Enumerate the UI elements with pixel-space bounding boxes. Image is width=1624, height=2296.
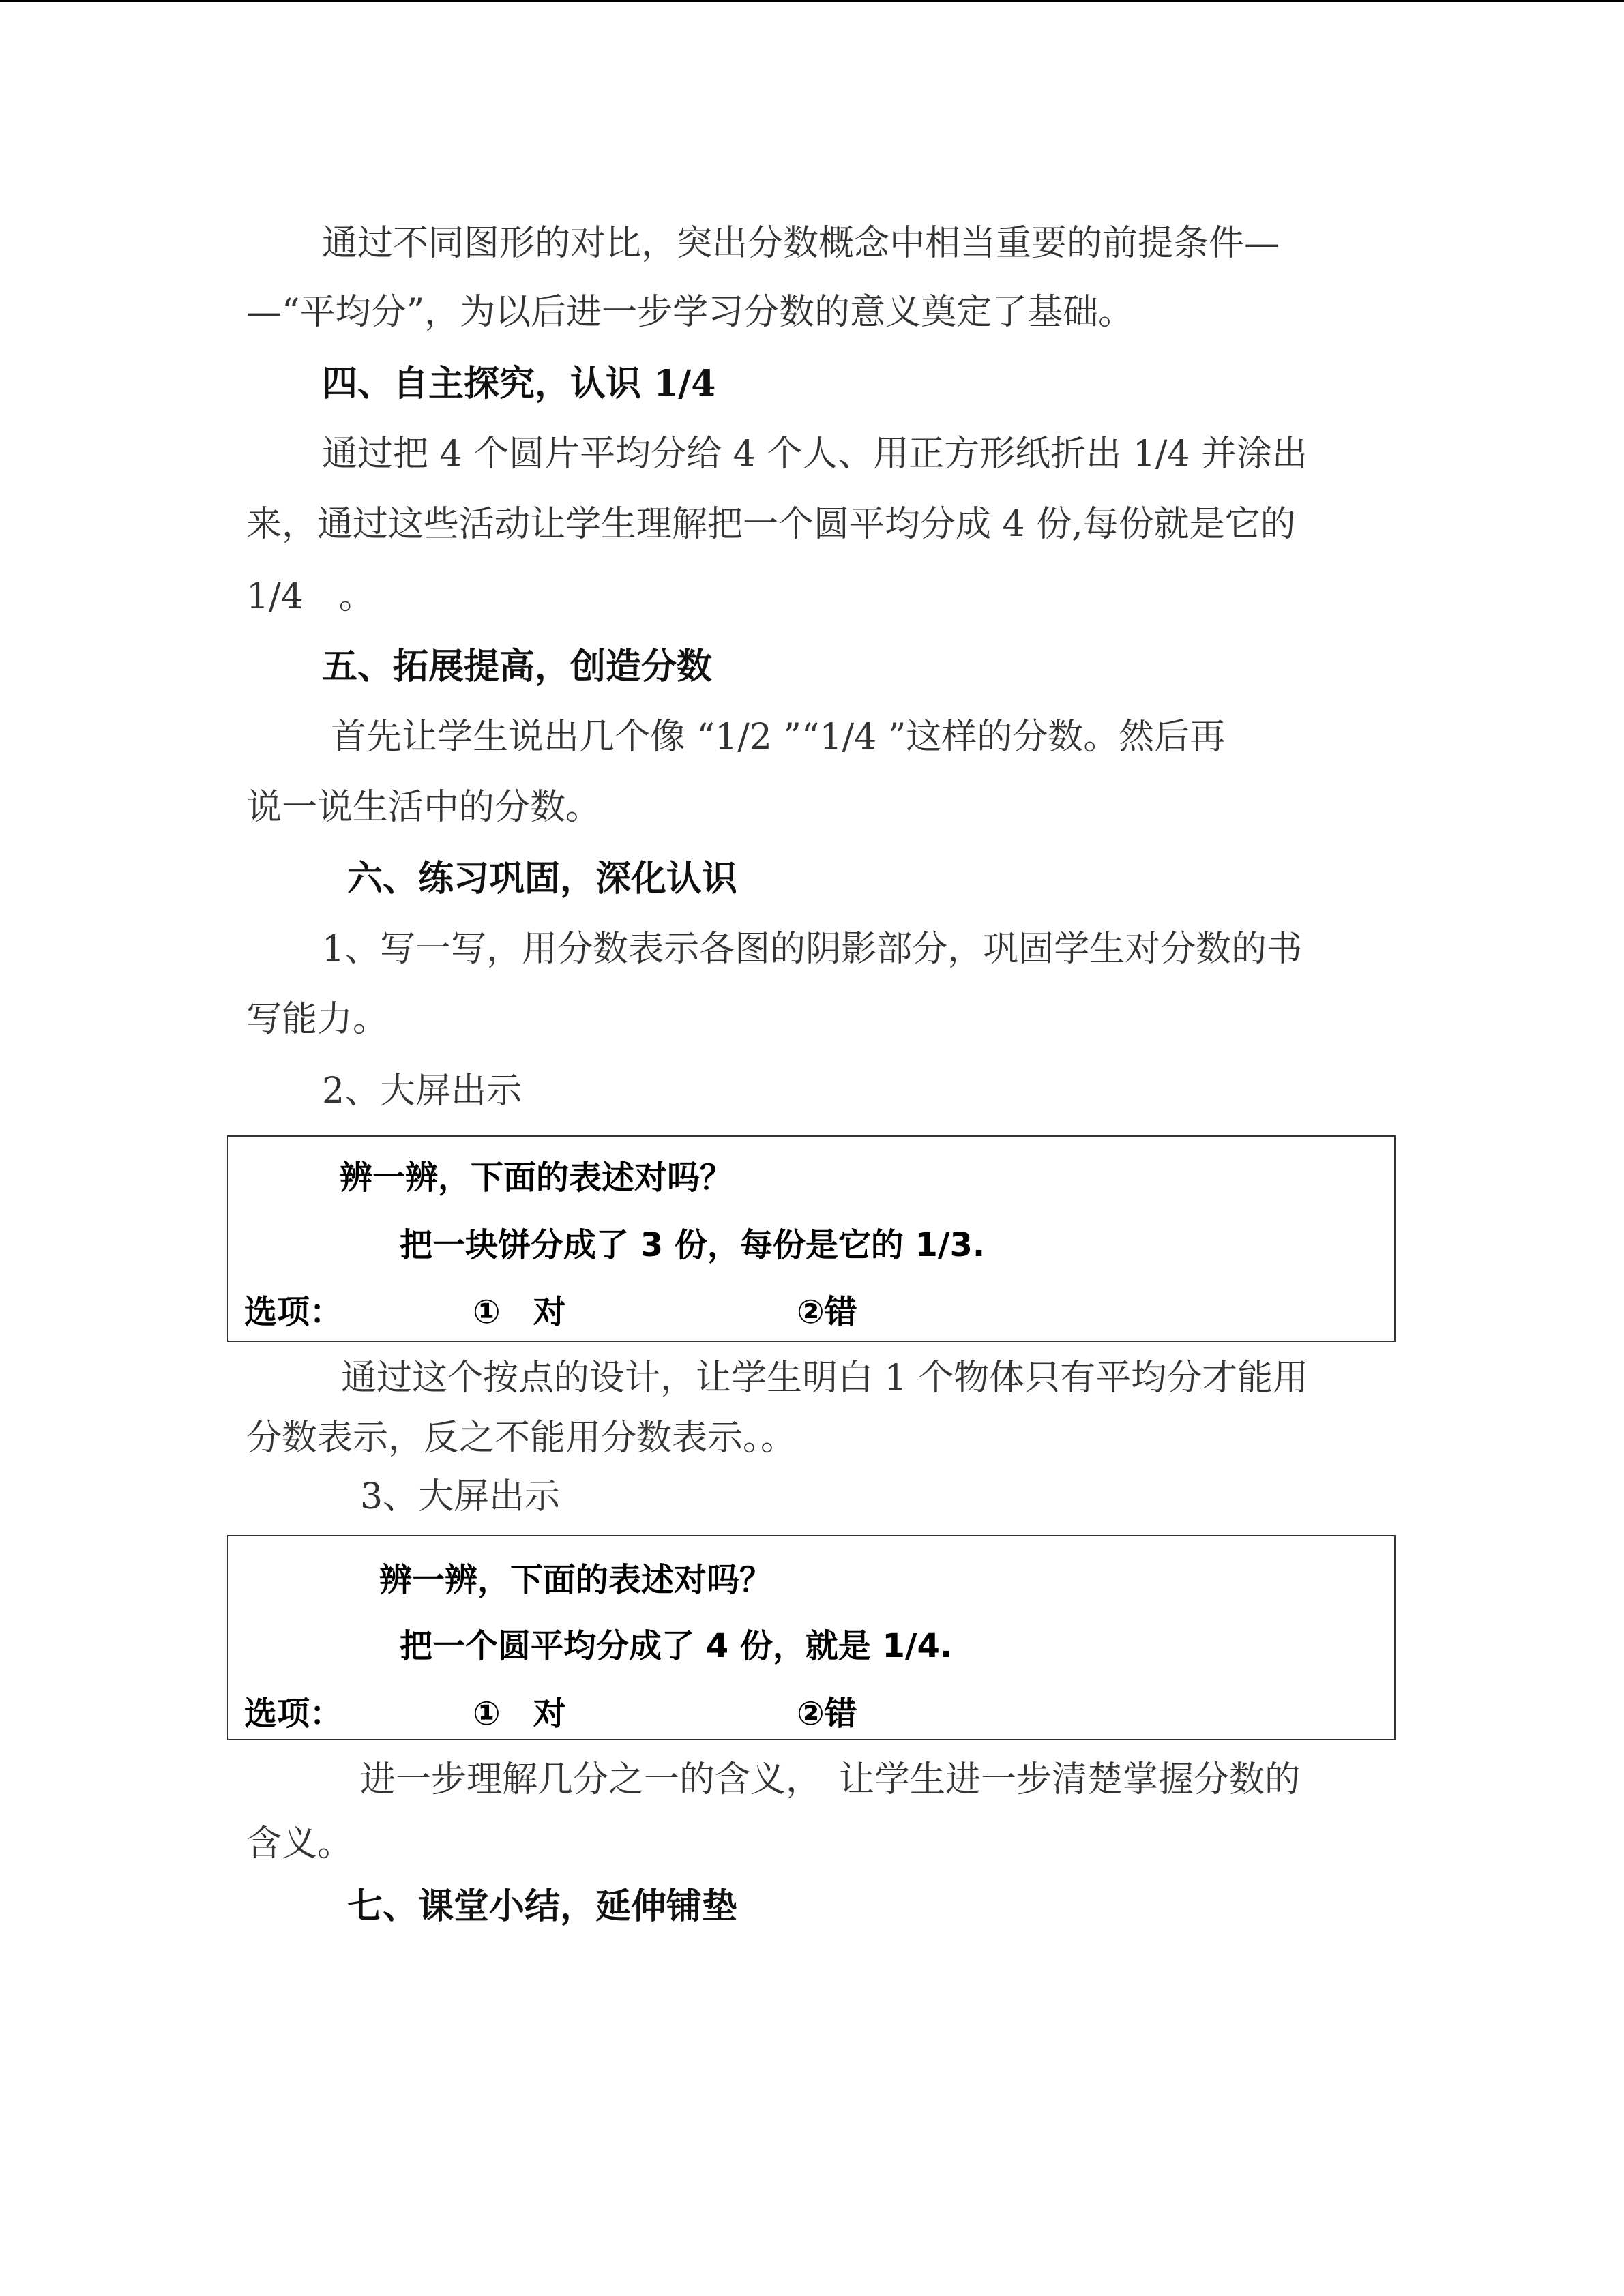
paragraph-line: 写能力。 [246,999,389,1040]
section-heading-6: 六、练习巩固，深化认识 [347,858,738,899]
quiz-statement: 把一个圆平均分成了 4 份，就是 1/4. [400,1627,953,1665]
paragraph-line: 2、大屏出示 [322,1071,522,1112]
option-wrong: ②错 [797,1695,857,1733]
paragraph-line: 1/4 。 [246,576,374,617]
option-correct: ① 对 [473,1293,566,1331]
quiz-box-2 [227,1535,1396,1740]
paragraph-line: 来，通过这些活动让学生理解把一个圆平均分成 4 份,每份就是它的 [246,504,1296,545]
paragraph-line: 首先让学生说出几个像 “1/2 ”“1/4 ”这样的分数。然后再 [331,717,1226,758]
quiz-question: 辨一辨，下面的表述对吗？ [379,1561,773,1599]
paragraph-line: 说一说生活中的分数。 [246,787,602,828]
section-heading-7: 七、课堂小结，延伸铺垫 [347,1885,738,1927]
section-heading-4: 四、自主探究，认识 1/4 [322,363,716,404]
options-label: 选项： [244,1695,343,1733]
paragraph-line: 3、大屏出示 [360,1476,561,1517]
options-label: 选项： [244,1293,343,1331]
paragraph-line: 进一步理解几分之一的含义， 让学生进一步清楚掌握分数的 [360,1759,1301,1800]
option-wrong: ②错 [797,1293,857,1331]
paragraph-line: 含义。 [246,1823,353,1864]
option-correct: ① 对 [473,1695,566,1733]
paragraph-line: 通过把 4 个圆片平均分给 4 个人、用正方形纸折出 1/4 并涂出 [322,434,1308,475]
quiz-box-1 [227,1135,1396,1342]
paragraph-line: 分数表示，反之不能用分数表示。。 [246,1418,797,1459]
paragraph-line: 通过不同图形的对比，突出分数概念中相当重要的前提条件— [322,223,1280,264]
quiz-question: 辨一辨，下面的表述对吗？ [340,1159,733,1197]
quiz-statement: 把一块饼分成了 3 份，每份是它的 1/3. [400,1226,986,1264]
paragraph-line: —“平均分”，为以后进一步学习分数的意义奠定了基础。 [246,292,1134,333]
paragraph-line: 1、写一写，用分数表示各图的阴影部分，巩固学生对分数的书 [322,929,1303,970]
paragraph-line: 通过这个按点的设计，让学生明白 1 个物体只有平均分才能用 [341,1358,1309,1399]
section-heading-5: 五、拓展提高，创造分数 [322,646,713,687]
